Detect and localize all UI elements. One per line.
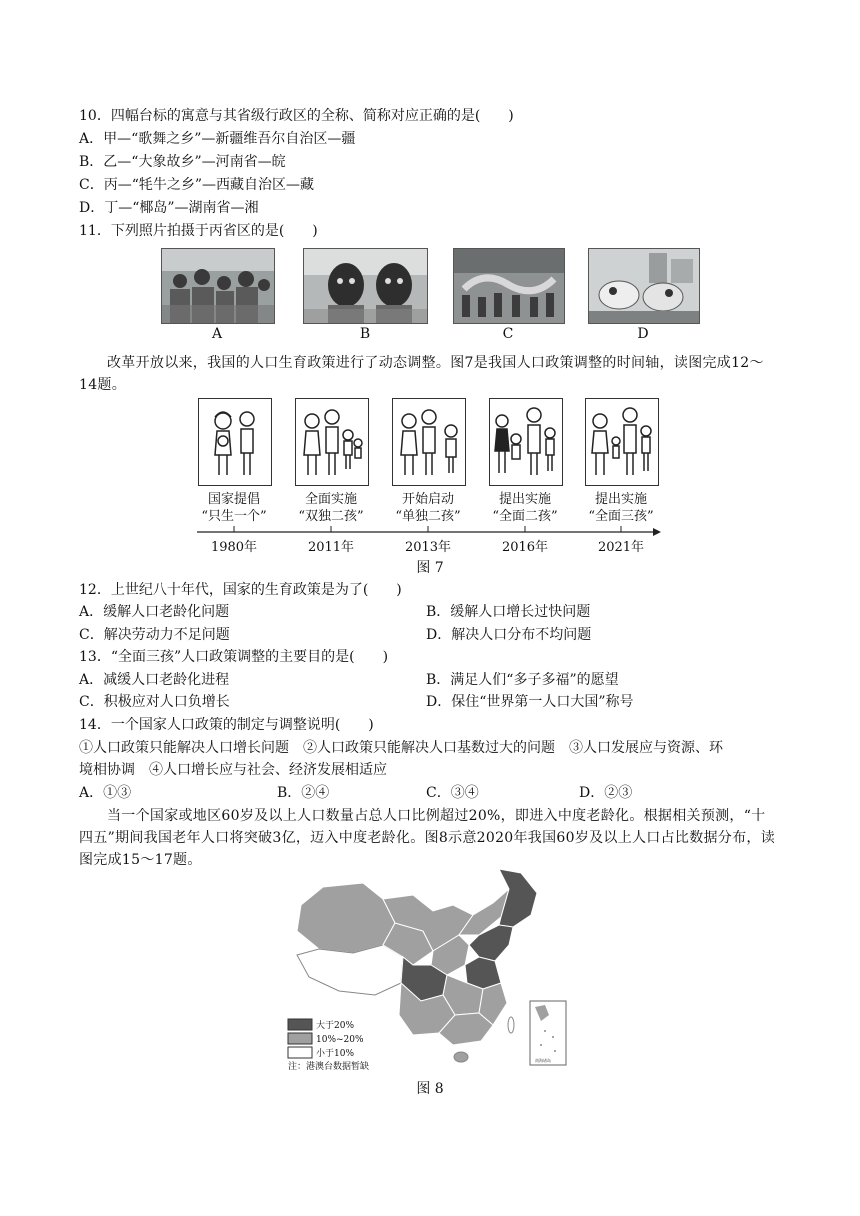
caption-line2: “双独二孩” bbox=[298, 509, 364, 524]
q14-option-a: A．①③ bbox=[79, 785, 132, 801]
map-note: 注：港澳台数据暂缺 bbox=[288, 1062, 370, 1072]
photo-label-d: D bbox=[637, 326, 649, 342]
q12-option-b: B．缓解人口增长过快问题 bbox=[426, 604, 591, 620]
caption-line2: “单独二孩” bbox=[395, 509, 461, 524]
photo-c bbox=[453, 248, 565, 324]
timeline-caption-2021 bbox=[571, 491, 671, 525]
panel-2016 bbox=[489, 398, 563, 486]
q10-option-d: D．丁—“椰岛”—湖南省—湘 bbox=[79, 200, 259, 216]
legend-swatch-mid bbox=[288, 1033, 312, 1044]
legend-swatch-low bbox=[288, 1047, 312, 1058]
caption-line2: “全面二孩” bbox=[492, 509, 558, 524]
q13-option-a: A．减缓人口老龄化进程 bbox=[79, 672, 230, 688]
caption-line1: 全面实施 bbox=[304, 492, 357, 507]
legend-label-low: 小于10% bbox=[316, 1049, 355, 1059]
caption-line1: 提出实施 bbox=[498, 492, 551, 507]
q13-option-b: B．满足人们“多子多福”的愿望 bbox=[426, 672, 619, 688]
q10-option-a: A．甲—“歌舞之乡”—新疆维吾尔自治区—疆 bbox=[79, 131, 356, 147]
panel-2013 bbox=[392, 398, 466, 486]
timeline-caption-2016 bbox=[475, 491, 575, 525]
year-2016: 2016年 bbox=[501, 540, 549, 555]
q10-option-b: B．乙—“大象故乡”—河南省—皖 bbox=[79, 154, 286, 170]
caption-line1: 开始启动 bbox=[401, 492, 454, 507]
figure-8-caption: 图 8 bbox=[416, 1081, 444, 1097]
q14-statements-line2: 境相协调 ④人口增长应与社会、经济发展相适应 bbox=[79, 762, 387, 778]
photo-label-b: B bbox=[359, 326, 371, 342]
legend-label-mid: 10%~20% bbox=[316, 1035, 364, 1045]
year-1980: 1980年 bbox=[210, 540, 258, 555]
q12-option-c: C．解决劳动力不足问题 bbox=[79, 627, 230, 643]
caption-line1: 提出实施 bbox=[594, 492, 647, 507]
caption-line1: 国家提倡 bbox=[207, 492, 260, 507]
q13-option-c: C．积极应对人口负增长 bbox=[79, 694, 230, 710]
year-2011: 2011年 bbox=[307, 540, 355, 555]
inset-label: 南海诸岛 bbox=[535, 1058, 551, 1063]
q11-stem: 11．下列照片拍摄于丙省区的是( ) bbox=[79, 223, 318, 239]
figure-7-caption: 图 7 bbox=[416, 560, 444, 576]
q12-stem: 12．上世纪八十年代，国家的生育政策是为了( ) bbox=[79, 582, 402, 598]
photo-label-c: C bbox=[502, 326, 514, 342]
photo-d bbox=[588, 248, 700, 324]
legend-swatch-high bbox=[288, 1019, 312, 1030]
photo-label-a: A bbox=[211, 326, 223, 342]
q14-option-b: B．②④ bbox=[277, 785, 330, 801]
panel-2011 bbox=[295, 398, 369, 486]
q10-option-c: C．丙—“牦牛之乡”—西藏自治区—藏 bbox=[79, 177, 315, 193]
year-2013: 2013年 bbox=[404, 540, 452, 555]
timeline-caption-1980 bbox=[184, 491, 284, 525]
legend-label-high: 大于20% bbox=[316, 1021, 355, 1031]
photo-b bbox=[303, 248, 428, 324]
china-aging-map bbox=[283, 865, 573, 1073]
panel-1980 bbox=[198, 398, 272, 486]
year-2021: 2021年 bbox=[597, 540, 645, 555]
q13-option-d: D．保住“世界第一人口大国”称号 bbox=[426, 694, 634, 710]
timeline-caption-2011 bbox=[281, 491, 381, 525]
q14-stem: 14．一个国家人口政策的制定与调整说明( ) bbox=[79, 717, 374, 733]
caption-line2: “只生一个” bbox=[201, 509, 267, 524]
intro-paragraph-1: 改革开放以来，我国的人口生育政策进行了动态调整。图7是我国人口政策调整的时间轴，读图完成12～14题。 bbox=[79, 355, 764, 393]
caption-line2: “全面三孩” bbox=[588, 509, 654, 524]
q10-stem: 10．四幅台标的寓意与其省级行政区的全称、简称对应正确的是( ) bbox=[79, 108, 514, 124]
panel-2021 bbox=[585, 398, 659, 486]
q13-stem: 13．“全面三孩”人口政策调整的主要目的是( ) bbox=[79, 649, 389, 665]
photo-a bbox=[161, 248, 275, 324]
q12-option-d: D．解决人口分布不均问题 bbox=[426, 627, 592, 643]
intro-paragraph-2: 当一个国家或地区60岁及以上人口数量占总人口比例超过20%，即进入中度老龄化。根据相关预测，“十四五”期间我国老年人口将突破3亿，迈入中度老龄化。图8示意2020年我国60岁及以上人口占比数据分布，读图完成15～17题。 bbox=[79, 808, 776, 868]
q12-option-a: A．缓解人口老龄化问题 bbox=[79, 604, 230, 620]
q14-option-c: C．③④ bbox=[426, 785, 479, 801]
timeline-caption-2013 bbox=[378, 491, 478, 525]
q14-option-d: D．②③ bbox=[579, 785, 633, 801]
q14-statements-line1: ①人口政策只能解决人口增长问题 ②人口政策只能解决人口基数过大的问题 ③人口发展应与资源、环 bbox=[79, 740, 723, 756]
